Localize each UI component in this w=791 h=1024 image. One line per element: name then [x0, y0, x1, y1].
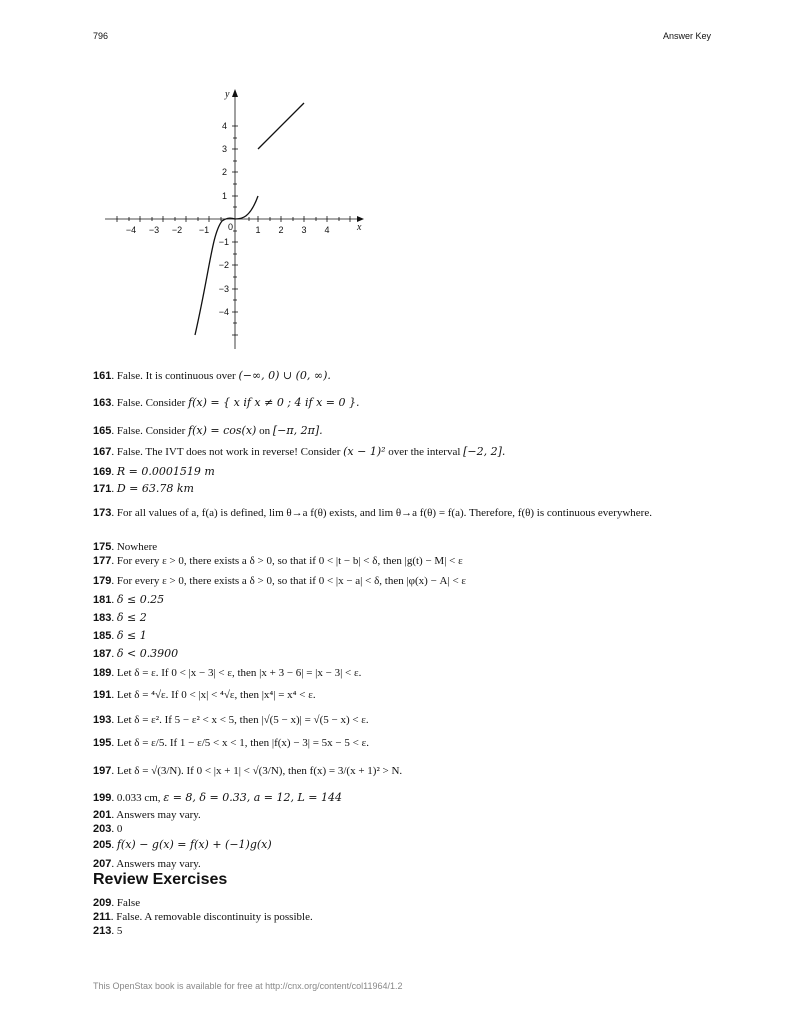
answer-171: 171. D = 63.78 km: [93, 482, 194, 495]
answer-161: 161. False. It is continuous over (−∞, 0) ∪ (0, ∞).: [93, 369, 331, 382]
answer-number: 205: [93, 839, 112, 851]
answer-math: f(x) = cos(x): [188, 424, 257, 437]
origin-label: 0: [228, 222, 234, 232]
answer-text: over the interval: [388, 446, 461, 458]
answer-text: False. Consider: [116, 397, 186, 409]
answer-text: Let δ = ε. If 0 < |x − 3| < ε, then |x + 3 − 6| = |x − 3| < ε.: [116, 667, 362, 679]
answer-175: 175. Nowhere: [93, 541, 158, 553]
y-tick-label: 3: [221, 144, 227, 154]
answer-207: 207. Answers may vary.: [93, 858, 201, 870]
answer-number: 169: [93, 466, 112, 478]
answer-number: 197: [93, 765, 112, 777]
answer-181: 181. δ ≤ 0.25: [93, 593, 165, 606]
answer-number: 187: [93, 648, 112, 660]
answer-number: 191: [93, 689, 112, 701]
answer-number: 201: [93, 809, 112, 821]
x-tick-label: 2: [278, 225, 284, 235]
y-tick-label: 4: [221, 121, 227, 131]
answer-179: 179. For every ε > 0, there exists a δ > 0, so that if 0 < |x − a| < δ, then |φ(x) − A| < ε: [93, 575, 467, 587]
answer-number: 185: [93, 630, 112, 642]
answer-math: [−π, 2π].: [272, 424, 323, 437]
answer-number: 173: [93, 507, 112, 519]
piecewise-function-graph: [100, 84, 390, 354]
x-tick-label: −4: [125, 225, 137, 235]
answer-number: 163: [93, 397, 112, 409]
answer-number: 181: [93, 594, 112, 606]
answer-number: 199: [93, 792, 112, 804]
answer-number: 165: [93, 425, 112, 437]
answer-text: Answers may vary.: [116, 858, 201, 870]
y-tick-label: −2: [218, 260, 229, 270]
page-number: 796: [93, 31, 109, 41]
answer-text: Let δ = ε². If 5 − ε² < x < 5, then |√(5 − x)| = √(5 − x) < ε.: [116, 714, 369, 726]
answer-211: 211. False. A removable discontinuity is possible.: [93, 911, 313, 923]
x-axis-label: x: [357, 222, 362, 233]
answer-math: f(x) − g(x) = f(x) + (−1)g(x): [116, 838, 272, 851]
answer-math: ε = 8, δ = 0.33, a = 12, L = 144: [163, 791, 343, 804]
answer-text: For every ε > 0, there exists a δ > 0, so that if 0 < |x − a| < δ, then |φ(x) − A| < ε: [116, 575, 467, 587]
answer-text: False. The IVT does not work in reverse! Consider: [116, 446, 341, 458]
answer-text: 0.033 cm,: [116, 792, 161, 804]
answer-text: For all values of a, f(a) is defined, lim θ→a f(θ) exists, and lim θ→a f(θ) = f(a). Therefore, f(θ) is continuous everywhere.: [116, 507, 652, 519]
answer-text: on: [259, 425, 271, 437]
answer-189: 189. Let δ = ε. If 0 < |x − 3| < ε, then |x + 3 − 6| = |x − 3| < ε.: [93, 667, 362, 679]
answer-167: 167. False. The IVT does not work in reverse! Consider (x − 1)² over the interval [−2, 2].: [93, 445, 506, 458]
answer-number: 195: [93, 737, 112, 749]
answer-177: 177. For every ε > 0, there exists a δ > 0, so that if 0 < |t − b| < δ, then |g(t) − M| < ε: [93, 555, 463, 567]
x-tick-label: −3: [148, 225, 160, 235]
answer-213: 213. 5: [93, 925, 123, 937]
answer-205: 205. f(x) − g(x) = f(x) + (−1)g(x): [93, 838, 272, 851]
answer-math: δ ≤ 2: [116, 611, 147, 624]
y-tick-label: −3: [218, 284, 229, 294]
answer-number: 179: [93, 575, 112, 587]
answer-math: δ ≤ 0.25: [116, 593, 165, 606]
footer-note: This OpenStax book is available for free at http://cnx.org/content/col11964/1.2: [93, 981, 403, 991]
x-tick-label: 4: [324, 225, 330, 235]
y-tick-label: 2: [221, 167, 227, 177]
y-axis-label: y: [225, 89, 230, 100]
section-heading: Review Exercises: [93, 871, 228, 888]
answer-math: δ < 0.3900: [116, 647, 179, 660]
answer-169: 169. R = 0.0001519 m: [93, 465, 215, 478]
y-axis-arrow: [232, 89, 238, 97]
running-head: Answer Key: [662, 31, 711, 41]
answer-number: 161: [93, 370, 112, 382]
answer-text: False: [116, 897, 141, 909]
answer-math: D = 63.78 km: [116, 482, 194, 495]
answer-text: Nowhere: [116, 541, 158, 553]
answer-text: False. It is continuous over: [116, 370, 236, 382]
answer-math: δ ≤ 1: [116, 629, 147, 642]
answer-number: 189: [93, 667, 112, 679]
answer-text: Let δ = √(3/N). If 0 < |x + 1| < √(3/N), then f(x) = 3/(x + 1)² > N.: [116, 765, 403, 777]
answer-197: 197. Let δ = √(3/N). If 0 < |x + 1| < √(3/N), then f(x) = 3/(x + 1)² > N.: [93, 765, 403, 777]
y-tick-label: −1: [218, 237, 229, 247]
answer-text: False. A removable discontinuity is possible.: [116, 911, 313, 923]
answer-183: 183. δ ≤ 2: [93, 611, 147, 624]
answer-text: Let δ = ε/5. If 1 − ε/5 < x < 1, then |f(x) − 3| = 5x − 5 < ε.: [116, 737, 369, 749]
answer-185: 185. δ ≤ 1: [93, 629, 147, 642]
answer-math: (x − 1)²: [343, 445, 386, 458]
answer-201: 201. Answers may vary.: [93, 809, 201, 821]
answer-number: 171: [93, 483, 112, 495]
answer-number: 203: [93, 823, 112, 835]
answer-number: 177: [93, 555, 112, 567]
answer-text: For every ε > 0, there exists a δ > 0, so that if 0 < |t − b| < δ, then |g(t) − M| < ε: [116, 555, 463, 567]
answer-165: 165. False. Consider f(x) = cos(x) on [−π, 2π].: [93, 424, 323, 437]
answer-number: 207: [93, 858, 112, 870]
answer-text: Answers may vary.: [116, 809, 201, 821]
linear-segment: [258, 103, 304, 149]
answer-number: 183: [93, 612, 112, 624]
answer-199: 199. 0.033 cm, ε = 8, δ = 0.33, a = 12, L = 144: [93, 791, 343, 804]
answer-text: 0: [116, 823, 123, 835]
y-tick-label: 1: [221, 191, 227, 201]
x-tick-label: 1: [255, 225, 261, 235]
answer-193: 193. Let δ = ε². If 5 − ε² < x < 5, then |√(5 − x)| = √(5 − x) < ε.: [93, 714, 369, 726]
answer-number: 213: [93, 925, 112, 937]
y-tick-label: −4: [218, 307, 229, 317]
answer-text: False. Consider: [116, 425, 186, 437]
answer-math: (−∞, 0) ∪ (0, ∞).: [238, 369, 331, 382]
answer-203: 203. 0: [93, 823, 123, 835]
answer-number: 211: [93, 911, 111, 923]
answer-number: 167: [93, 446, 112, 458]
answer-number: 193: [93, 714, 112, 726]
answer-195: 195. Let δ = ε/5. If 1 − ε/5 < x < 1, then |f(x) − 3| = 5x − 5 < ε.: [93, 737, 369, 749]
answer-187: 187. δ < 0.3900: [93, 647, 179, 660]
answer-math: R = 0.0001519 m: [116, 465, 215, 478]
answer-163: 163. False. Consider f(x) = { x if x ≠ 0 ; 4 if x = 0 }.: [93, 396, 360, 409]
answer-math: [−2, 2].: [463, 445, 506, 458]
answer-209: 209. False: [93, 897, 141, 909]
answer-text: Let δ = ⁴√ε. If 0 < |x| < ⁴√ε, then |x⁴| = x⁴ < ε.: [116, 689, 316, 701]
answer-173: 173. For all values of a, f(a) is defined, lim θ→a f(θ) exists, and lim θ→a f(θ) = f(a). Therefore, f(θ) is continuous everywhere.: [93, 507, 652, 519]
answer-191: 191. Let δ = ⁴√ε. If 0 < |x| < ⁴√ε, then |x⁴| = x⁴ < ε.: [93, 689, 316, 701]
x-tick-label: −2: [171, 225, 183, 235]
x-tick-label: −1: [198, 225, 210, 235]
answer-number: 209: [93, 897, 112, 909]
answer-number: 175: [93, 541, 112, 553]
answer-text: 5: [116, 925, 123, 937]
answer-math: f(x) = { x if x ≠ 0 ; 4 if x = 0 }.: [188, 396, 360, 409]
x-tick-label: 3: [301, 225, 307, 235]
